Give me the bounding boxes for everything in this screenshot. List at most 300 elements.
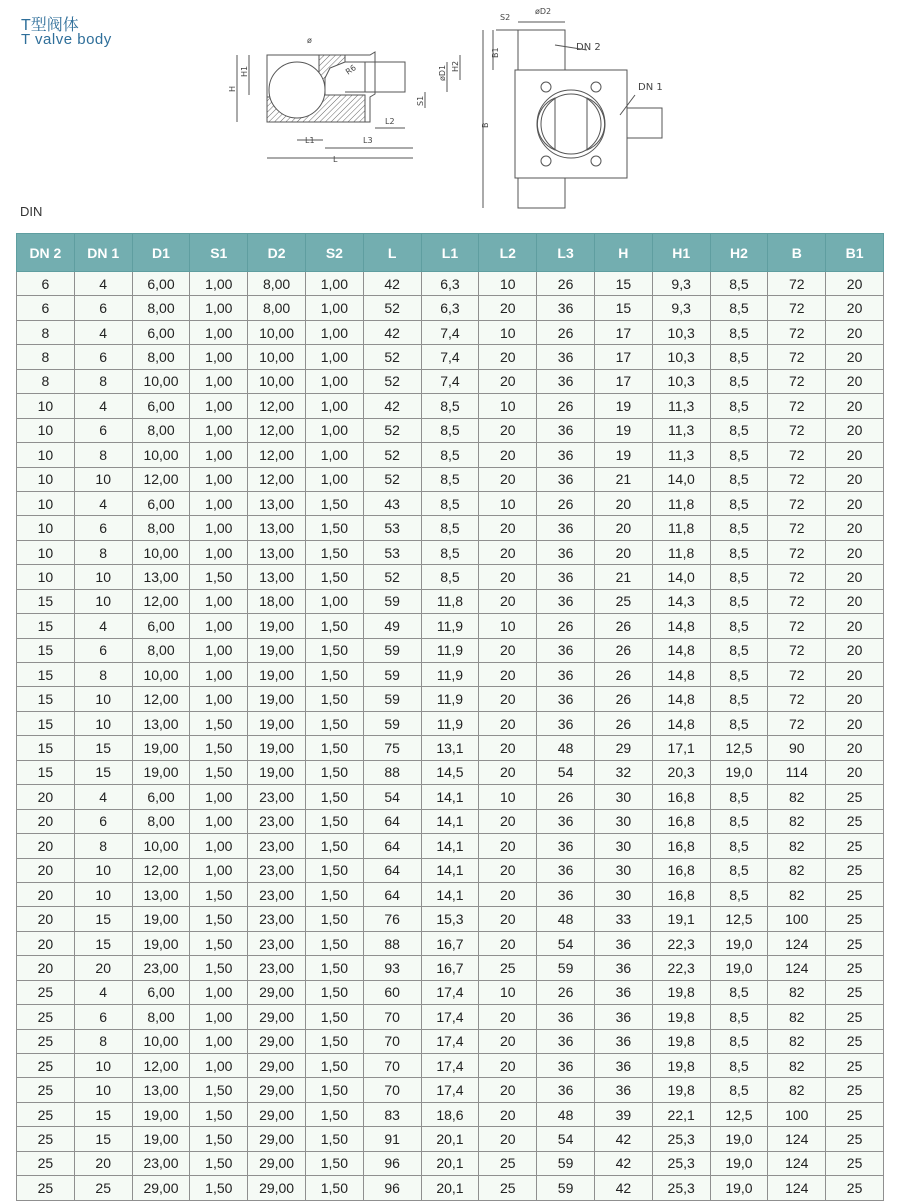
- table-cell: 1,50: [305, 1151, 363, 1175]
- table-cell: 124: [768, 1127, 826, 1151]
- table-cell: 19,00: [132, 1102, 190, 1126]
- table-cell: 42: [363, 394, 421, 418]
- table-cell: 19,8: [652, 1078, 710, 1102]
- table-row: [17, 467, 884, 491]
- title-english: T valve body: [21, 31, 112, 48]
- table-cell: 30: [594, 834, 652, 858]
- table-cell: 8,5: [710, 540, 768, 564]
- table-cell: 20,1: [421, 1127, 479, 1151]
- table-cell: 20: [826, 443, 884, 467]
- table-cell: 20: [479, 834, 537, 858]
- table-cell: 8,00: [132, 296, 190, 320]
- table-cell: 25: [17, 1029, 75, 1053]
- table-cell: 20: [594, 540, 652, 564]
- table-cell: 10: [479, 491, 537, 515]
- table-cell: 36: [537, 565, 595, 589]
- table-cell: 7,4: [421, 369, 479, 393]
- table-cell: 15: [17, 687, 75, 711]
- column-header: B1: [826, 234, 884, 272]
- table-cell: 8: [74, 369, 132, 393]
- table-cell: 11,8: [652, 491, 710, 515]
- table-cell: 36: [594, 1054, 652, 1078]
- table-cell: 9,3: [652, 272, 710, 296]
- table-cell: 8,5: [710, 834, 768, 858]
- table-cell: 13,00: [248, 516, 306, 540]
- table-cell: 82: [768, 834, 826, 858]
- table-row: [17, 296, 884, 320]
- table-cell: 1,50: [305, 1078, 363, 1102]
- table-cell: 6,00: [132, 272, 190, 296]
- table-cell: 1,50: [305, 711, 363, 735]
- table-cell: 14,1: [421, 834, 479, 858]
- table-cell: 8,5: [710, 980, 768, 1004]
- table-cell: 20,3: [652, 760, 710, 784]
- column-header: L2: [479, 234, 537, 272]
- table-cell: 1,00: [305, 394, 363, 418]
- table-cell: 20: [17, 858, 75, 882]
- table-cell: 1,00: [305, 320, 363, 344]
- table-cell: 64: [363, 834, 421, 858]
- table-row: [17, 1054, 884, 1078]
- table-cell: 10,00: [248, 320, 306, 344]
- table-cell: 8: [74, 540, 132, 564]
- table-cell: 36: [537, 418, 595, 442]
- table-cell: 59: [537, 956, 595, 980]
- table-cell: 6: [74, 1005, 132, 1029]
- table-cell: 1,00: [305, 589, 363, 613]
- table-row: [17, 1127, 884, 1151]
- table-cell: 25: [74, 1176, 132, 1200]
- table-cell: 1,50: [305, 491, 363, 515]
- table-row: [17, 687, 884, 711]
- table-row: [17, 638, 884, 662]
- drawing-label-d1: øD1: [438, 64, 447, 81]
- table-cell: 20: [479, 1054, 537, 1078]
- table-cell: 8: [17, 345, 75, 369]
- table-cell: 25: [826, 858, 884, 882]
- table-cell: 8,5: [421, 565, 479, 589]
- table-cell: 1,50: [190, 1176, 248, 1200]
- table-cell: 36: [537, 443, 595, 467]
- table-cell: 17: [594, 369, 652, 393]
- table-cell: 1,50: [305, 1102, 363, 1126]
- table-cell: 4: [74, 980, 132, 1004]
- drawing-label-l1: L1: [305, 136, 315, 145]
- table-cell: 70: [363, 1054, 421, 1078]
- table-cell: 1,50: [305, 540, 363, 564]
- table-cell: 15: [74, 931, 132, 955]
- table-cell: 36: [537, 516, 595, 540]
- table-cell: 10: [479, 320, 537, 344]
- table-cell: 14,8: [652, 711, 710, 735]
- table-cell: 36: [537, 858, 595, 882]
- table-cell: 12,00: [132, 687, 190, 711]
- table-cell: 8,5: [421, 443, 479, 467]
- table-cell: 72: [768, 369, 826, 393]
- table-cell: 10,00: [132, 443, 190, 467]
- table-cell: 11,9: [421, 638, 479, 662]
- table-cell: 29,00: [248, 1102, 306, 1126]
- drawing-label-b: B: [481, 122, 490, 128]
- drawing-label-dn2: DN 2: [576, 42, 601, 53]
- table-cell: 42: [594, 1127, 652, 1151]
- table-cell: 7,4: [421, 320, 479, 344]
- table-cell: 1,00: [190, 858, 248, 882]
- table-cell: 6,00: [132, 785, 190, 809]
- drawing-label-l3: L3: [363, 136, 373, 145]
- table-cell: 59: [537, 1151, 595, 1175]
- table-cell: 20: [826, 614, 884, 638]
- table-cell: 25: [479, 1176, 537, 1200]
- table-cell: 15: [17, 638, 75, 662]
- table-cell: 17,4: [421, 1078, 479, 1102]
- table-cell: 42: [594, 1176, 652, 1200]
- table-cell: 30: [594, 882, 652, 906]
- table-cell: 20: [479, 882, 537, 906]
- table-cell: 43: [363, 491, 421, 515]
- table-row: [17, 272, 884, 296]
- table-cell: 72: [768, 491, 826, 515]
- table-cell: 4: [74, 320, 132, 344]
- table-cell: 64: [363, 882, 421, 906]
- table-cell: 20: [826, 394, 884, 418]
- table-cell: 36: [537, 467, 595, 491]
- table-cell: 52: [363, 296, 421, 320]
- table-cell: 15: [17, 760, 75, 784]
- table-cell: 64: [363, 858, 421, 882]
- table-cell: 76: [363, 907, 421, 931]
- table-cell: 100: [768, 1102, 826, 1126]
- table-cell: 12,00: [248, 467, 306, 491]
- table-row: [17, 980, 884, 1004]
- table-cell: 12,00: [248, 394, 306, 418]
- table-cell: 36: [594, 980, 652, 1004]
- table-cell: 25: [826, 1005, 884, 1029]
- drawing-label-h1: H1: [240, 65, 249, 77]
- table-cell: 19,8: [652, 980, 710, 1004]
- table-cell: 11,8: [652, 516, 710, 540]
- table-cell: 53: [363, 516, 421, 540]
- table-cell: 20: [826, 296, 884, 320]
- table-cell: 10: [74, 1078, 132, 1102]
- table-row: [17, 956, 884, 980]
- table-row: [17, 1005, 884, 1029]
- table-cell: 10,00: [132, 540, 190, 564]
- table-cell: 4: [74, 614, 132, 638]
- table-cell: 16,8: [652, 834, 710, 858]
- table-cell: 36: [537, 882, 595, 906]
- table-body: [17, 272, 884, 1201]
- table-cell: 19,00: [248, 614, 306, 638]
- column-header: H: [594, 234, 652, 272]
- table-row: [17, 1029, 884, 1053]
- table-row: [17, 418, 884, 442]
- table-cell: 8: [74, 443, 132, 467]
- table-cell: 20: [826, 272, 884, 296]
- table-cell: 19,00: [248, 760, 306, 784]
- table-cell: 53: [363, 540, 421, 564]
- table-cell: 1,00: [190, 296, 248, 320]
- table-cell: 25: [826, 1127, 884, 1151]
- table-cell: 10: [17, 540, 75, 564]
- table-cell: 82: [768, 1005, 826, 1029]
- table-cell: 1,50: [305, 907, 363, 931]
- table-cell: 8,5: [710, 1029, 768, 1053]
- table-row: [17, 760, 884, 784]
- table-cell: 20: [479, 687, 537, 711]
- table-cell: 6,00: [132, 491, 190, 515]
- table-cell: 82: [768, 1054, 826, 1078]
- table-cell: 36: [537, 345, 595, 369]
- table-cell: 13,1: [421, 736, 479, 760]
- table-cell: 8,5: [710, 663, 768, 687]
- table-cell: 54: [537, 931, 595, 955]
- table-cell: 1,50: [190, 907, 248, 931]
- table-cell: 20: [74, 1151, 132, 1175]
- table-cell: 29,00: [248, 1151, 306, 1175]
- table-cell: 10: [479, 980, 537, 1004]
- table-cell: 39: [594, 1102, 652, 1126]
- standard-label: DIN: [20, 204, 43, 219]
- table-row: [17, 540, 884, 564]
- column-header: L3: [537, 234, 595, 272]
- drawing-label-angle: ø: [307, 36, 312, 45]
- table-cell: 1,50: [190, 565, 248, 589]
- table-cell: 30: [594, 785, 652, 809]
- table-cell: 93: [363, 956, 421, 980]
- table-cell: 8,5: [710, 858, 768, 882]
- table-cell: 36: [537, 1029, 595, 1053]
- table-cell: 26: [537, 785, 595, 809]
- table-cell: 59: [363, 687, 421, 711]
- table-cell: 36: [537, 663, 595, 687]
- table-cell: 20: [826, 565, 884, 589]
- table-cell: 13,00: [132, 1078, 190, 1102]
- table-cell: 15: [17, 614, 75, 638]
- table-cell: 20: [826, 589, 884, 613]
- table-cell: 14,1: [421, 882, 479, 906]
- table-cell: 6: [74, 345, 132, 369]
- table-cell: 20: [17, 809, 75, 833]
- table-cell: 20: [479, 443, 537, 467]
- table-cell: 15: [74, 1102, 132, 1126]
- table-cell: 20,1: [421, 1151, 479, 1175]
- drawing-label-l2: L2: [385, 117, 395, 126]
- table-cell: 8,00: [248, 272, 306, 296]
- table-row: [17, 1078, 884, 1102]
- table-cell: 15: [74, 736, 132, 760]
- table-cell: 19,00: [132, 907, 190, 931]
- table-cell: 17,4: [421, 1029, 479, 1053]
- table-cell: 36: [594, 1005, 652, 1029]
- table-cell: 8,5: [710, 443, 768, 467]
- table-cell: 36: [537, 1054, 595, 1078]
- table-row: [17, 907, 884, 931]
- table-cell: 1,00: [190, 638, 248, 662]
- table-cell: 1,00: [305, 272, 363, 296]
- table-cell: 20: [594, 491, 652, 515]
- table-cell: 70: [363, 1029, 421, 1053]
- table-cell: 13,00: [248, 540, 306, 564]
- table-cell: 82: [768, 1029, 826, 1053]
- table-cell: 10,00: [248, 369, 306, 393]
- table-cell: 8,5: [710, 516, 768, 540]
- table-cell: 25: [826, 931, 884, 955]
- table-cell: 10: [17, 516, 75, 540]
- table-row: [17, 589, 884, 613]
- table-cell: 14,3: [652, 589, 710, 613]
- table-cell: 20: [479, 540, 537, 564]
- table-cell: 29,00: [132, 1176, 190, 1200]
- table-cell: 25: [826, 1151, 884, 1175]
- table-cell: 15: [74, 760, 132, 784]
- table-cell: 29,00: [248, 1029, 306, 1053]
- table-cell: 8,5: [710, 1054, 768, 1078]
- table-cell: 36: [537, 834, 595, 858]
- drawing-label-h2: H2: [451, 60, 460, 72]
- table-cell: 72: [768, 638, 826, 662]
- table-cell: 10,3: [652, 345, 710, 369]
- table-cell: 20: [479, 516, 537, 540]
- table-cell: 19,00: [248, 687, 306, 711]
- table-cell: 10: [17, 565, 75, 589]
- table-cell: 20: [479, 1102, 537, 1126]
- table-cell: 1,00: [190, 272, 248, 296]
- table-cell: 48: [537, 736, 595, 760]
- table-cell: 16,7: [421, 956, 479, 980]
- table-row: [17, 369, 884, 393]
- table-cell: 20: [479, 858, 537, 882]
- table-cell: 11,9: [421, 711, 479, 735]
- table-cell: 19,8: [652, 1029, 710, 1053]
- table-cell: 25: [17, 1151, 75, 1175]
- table-cell: 15: [17, 711, 75, 735]
- table-cell: 14,8: [652, 663, 710, 687]
- table-cell: 1,50: [305, 834, 363, 858]
- table-cell: 19,00: [132, 736, 190, 760]
- table-cell: 20: [479, 736, 537, 760]
- table-cell: 52: [363, 443, 421, 467]
- table-cell: 70: [363, 1078, 421, 1102]
- table-cell: 100: [768, 907, 826, 931]
- table-cell: 23,00: [248, 931, 306, 955]
- table-cell: 10: [17, 443, 75, 467]
- table-cell: 29,00: [248, 1176, 306, 1200]
- table-cell: 10: [479, 785, 537, 809]
- table-cell: 26: [537, 491, 595, 515]
- table-cell: 19,8: [652, 1005, 710, 1029]
- table-cell: 23,00: [248, 907, 306, 931]
- column-header: D2: [248, 234, 306, 272]
- table-cell: 36: [594, 1029, 652, 1053]
- table-cell: 20: [479, 467, 537, 491]
- table-cell: 10: [479, 272, 537, 296]
- table-cell: 1,00: [190, 491, 248, 515]
- table-cell: 8: [17, 369, 75, 393]
- table-cell: 26: [537, 320, 595, 344]
- table-cell: 1,00: [305, 296, 363, 320]
- table-cell: 32: [594, 760, 652, 784]
- table-cell: 8,5: [710, 785, 768, 809]
- table-cell: 15: [74, 907, 132, 931]
- table-cell: 10: [17, 418, 75, 442]
- table-row: [17, 345, 884, 369]
- table-cell: 10,00: [132, 369, 190, 393]
- table-cell: 72: [768, 565, 826, 589]
- table-cell: 17: [594, 320, 652, 344]
- table-cell: 1,50: [305, 858, 363, 882]
- table-cell: 16,8: [652, 809, 710, 833]
- table-cell: 8: [74, 1029, 132, 1053]
- column-header: S1: [190, 234, 248, 272]
- table-cell: 25: [17, 1078, 75, 1102]
- table-cell: 12,00: [132, 589, 190, 613]
- table-cell: 10,3: [652, 369, 710, 393]
- column-header: S2: [305, 234, 363, 272]
- table-cell: 1,50: [190, 882, 248, 906]
- table-cell: 72: [768, 540, 826, 564]
- table-cell: 1,50: [305, 809, 363, 833]
- table-cell: 20: [826, 491, 884, 515]
- table-cell: 20: [826, 516, 884, 540]
- table-cell: 8,5: [710, 638, 768, 662]
- table-cell: 17: [594, 345, 652, 369]
- table-cell: 30: [594, 858, 652, 882]
- table-cell: 8,5: [710, 1005, 768, 1029]
- table-cell: 75: [363, 736, 421, 760]
- table-cell: 29,00: [248, 1054, 306, 1078]
- table-cell: 20: [826, 760, 884, 784]
- table-cell: 10: [74, 687, 132, 711]
- table-cell: 20: [826, 467, 884, 491]
- table-cell: 30: [594, 809, 652, 833]
- table-cell: 20: [479, 1029, 537, 1053]
- table-cell: 12,00: [248, 443, 306, 467]
- table-cell: 72: [768, 272, 826, 296]
- table-cell: 48: [537, 907, 595, 931]
- table-row: [17, 516, 884, 540]
- table-cell: 20: [74, 956, 132, 980]
- dimensions-table: [16, 233, 884, 1201]
- table-cell: 1,00: [190, 809, 248, 833]
- table-cell: 25: [17, 1127, 75, 1151]
- table-row: [17, 614, 884, 638]
- table-cell: 10: [74, 1054, 132, 1078]
- top-view: [483, 22, 662, 208]
- table-cell: 26: [537, 272, 595, 296]
- table-cell: 8,00: [248, 296, 306, 320]
- table-cell: 19,00: [248, 711, 306, 735]
- table-cell: 54: [537, 760, 595, 784]
- table-cell: 1,50: [305, 638, 363, 662]
- table-row: [17, 443, 884, 467]
- table-cell: 1,50: [190, 760, 248, 784]
- column-header: L: [363, 234, 421, 272]
- drawing-label-b1: B1: [491, 47, 500, 58]
- table-cell: 1,50: [305, 931, 363, 955]
- table-cell: 20: [826, 345, 884, 369]
- table-cell: 1,00: [305, 443, 363, 467]
- table-cell: 15: [594, 296, 652, 320]
- table-cell: 1,50: [305, 1176, 363, 1200]
- table-cell: 36: [537, 540, 595, 564]
- table-row: [17, 785, 884, 809]
- table-cell: 18,00: [248, 589, 306, 613]
- table-cell: 12,00: [132, 1054, 190, 1078]
- table-cell: 14,1: [421, 858, 479, 882]
- table-cell: 8,5: [421, 540, 479, 564]
- table-cell: 25: [17, 1102, 75, 1126]
